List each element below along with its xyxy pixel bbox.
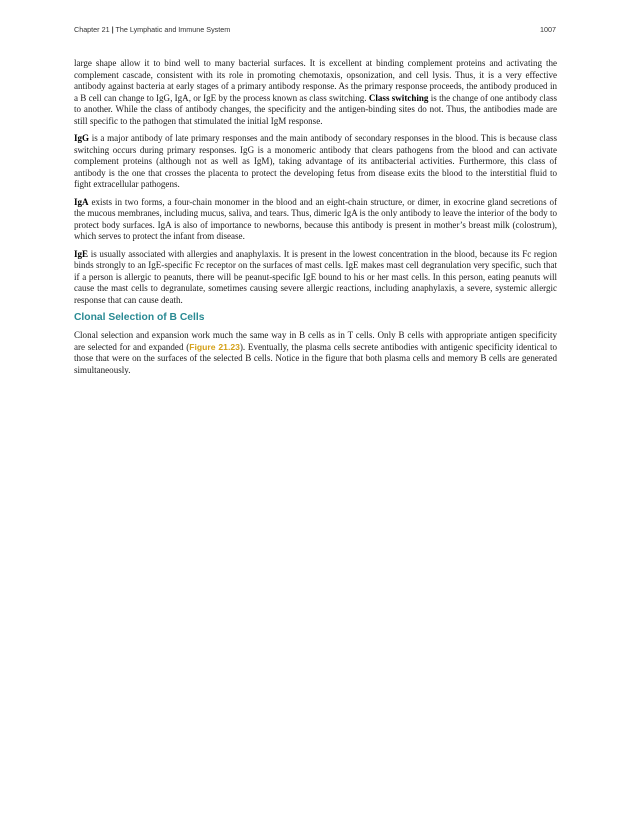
- igg-text: is a major antibody of late primary responses and the main antibody of secondary responses in the blood. This is because class switching occurs during primary responses. IgG is a monomeric antibody that clears pathogens from the blood and can activate complement proteins (although not as well as IgM), taking advantage of its antibacterial activities. Furthermore, this class of antibody is the one that crosses the placenta to protect the developing fetus from disease exits the blood to the interstitial fluid to fight extracellular pathogens.: [74, 133, 558, 189]
- chapter-label: [74, 25, 230, 34]
- igm-continued-text: large shape allow it to bind well to many bacterial surfaces. It is excellent at binding complement proteins and activating the complement cascade, consistent with its role in promoting chemotaxis, opsonization, and cell lysis. Thus, it is a very effective antibody against bacteria at early stages of a primary antibody response. As the primary response proceeds, the antibody produced in a B cell can change to IgG, IgA, or IgE by the process known as class switching.: [74, 58, 557, 103]
- section-heading-clonal-selection: Clonal Selection of B Cells: [74, 312, 205, 323]
- running-header: [74, 25, 556, 37]
- paragraph-iga: [74, 197, 557, 243]
- chapter-title: The Lymphatic and Immune System: [115, 25, 231, 34]
- iga-text: exists in two forms, a four-chain monomer in the blood and an eight-chain structure, or dimer, in exocrine gland secretions of the mucous membranes, including mucus, saliva, and tears. Thus, dimeric IgA is the only antibody to leave the interior of the body to protect body surfaces. IgA is also of importance to newborns, because this antibody is present in mother’s breast milk (colostrum), which serves to protect the infant from disease.: [74, 196, 557, 241]
- clonal-text-before-link: Clonal selection and expansion work much the same way in B cells as in T cells. Only B cells with appropriate antigen specificity are selected for and expanded (: [74, 330, 557, 352]
- page-body: [74, 58, 557, 382]
- igg-term: IgG: [74, 133, 90, 143]
- class-switching-term: Class switching: [368, 92, 429, 103]
- ige-term: IgE: [74, 248, 89, 259]
- clonal-text-after-link: ). Eventually, the plasma cells secrete antibodies with antigenic specificity identical to those that were on the surfaces of the selected B cells. Notice in the figure that both plasma cells and memory B cells are generated simultaneously.: [74, 341, 558, 375]
- paragraph-clonal-selection: [74, 330, 557, 376]
- class-switching-text: is the change of one antibody class to another. While the class of antibody changes, the specificity and the antigen-binding sites do not. Thus, the antibodies made are still specific to the pathogen that stimulated the initial IgM response.: [74, 92, 558, 126]
- figure-21-23-link[interactable]: Figure 21.23: [189, 341, 240, 352]
- paragraph-igm-continued: [74, 58, 557, 127]
- header-separator: |: [111, 25, 114, 34]
- chapter-number: Chapter 21: [74, 25, 110, 34]
- page-number: 1007: [540, 25, 556, 34]
- iga-term: IgA: [74, 196, 89, 207]
- paragraph-ige: [74, 249, 557, 307]
- ige-text: is usually associated with allergies and anaphylaxis. It is present in the lowest concentration in the blood, because its Fc region binds strongly to an IgE-specific Fc receptor on the surfaces of mast cells. IgE makes mast cell degranulation very specific, such that if a person is allergic to peanuts, there will be peanut-specific IgE bound to his or her mast cells. In this person, eating peanuts will cause the mast cells to degranulate, sometimes causing severe allergic reactions, including anaphylaxis, a severe, systemic allergic response that can cause death.: [74, 248, 557, 305]
- paragraph-igg: [74, 133, 557, 191]
